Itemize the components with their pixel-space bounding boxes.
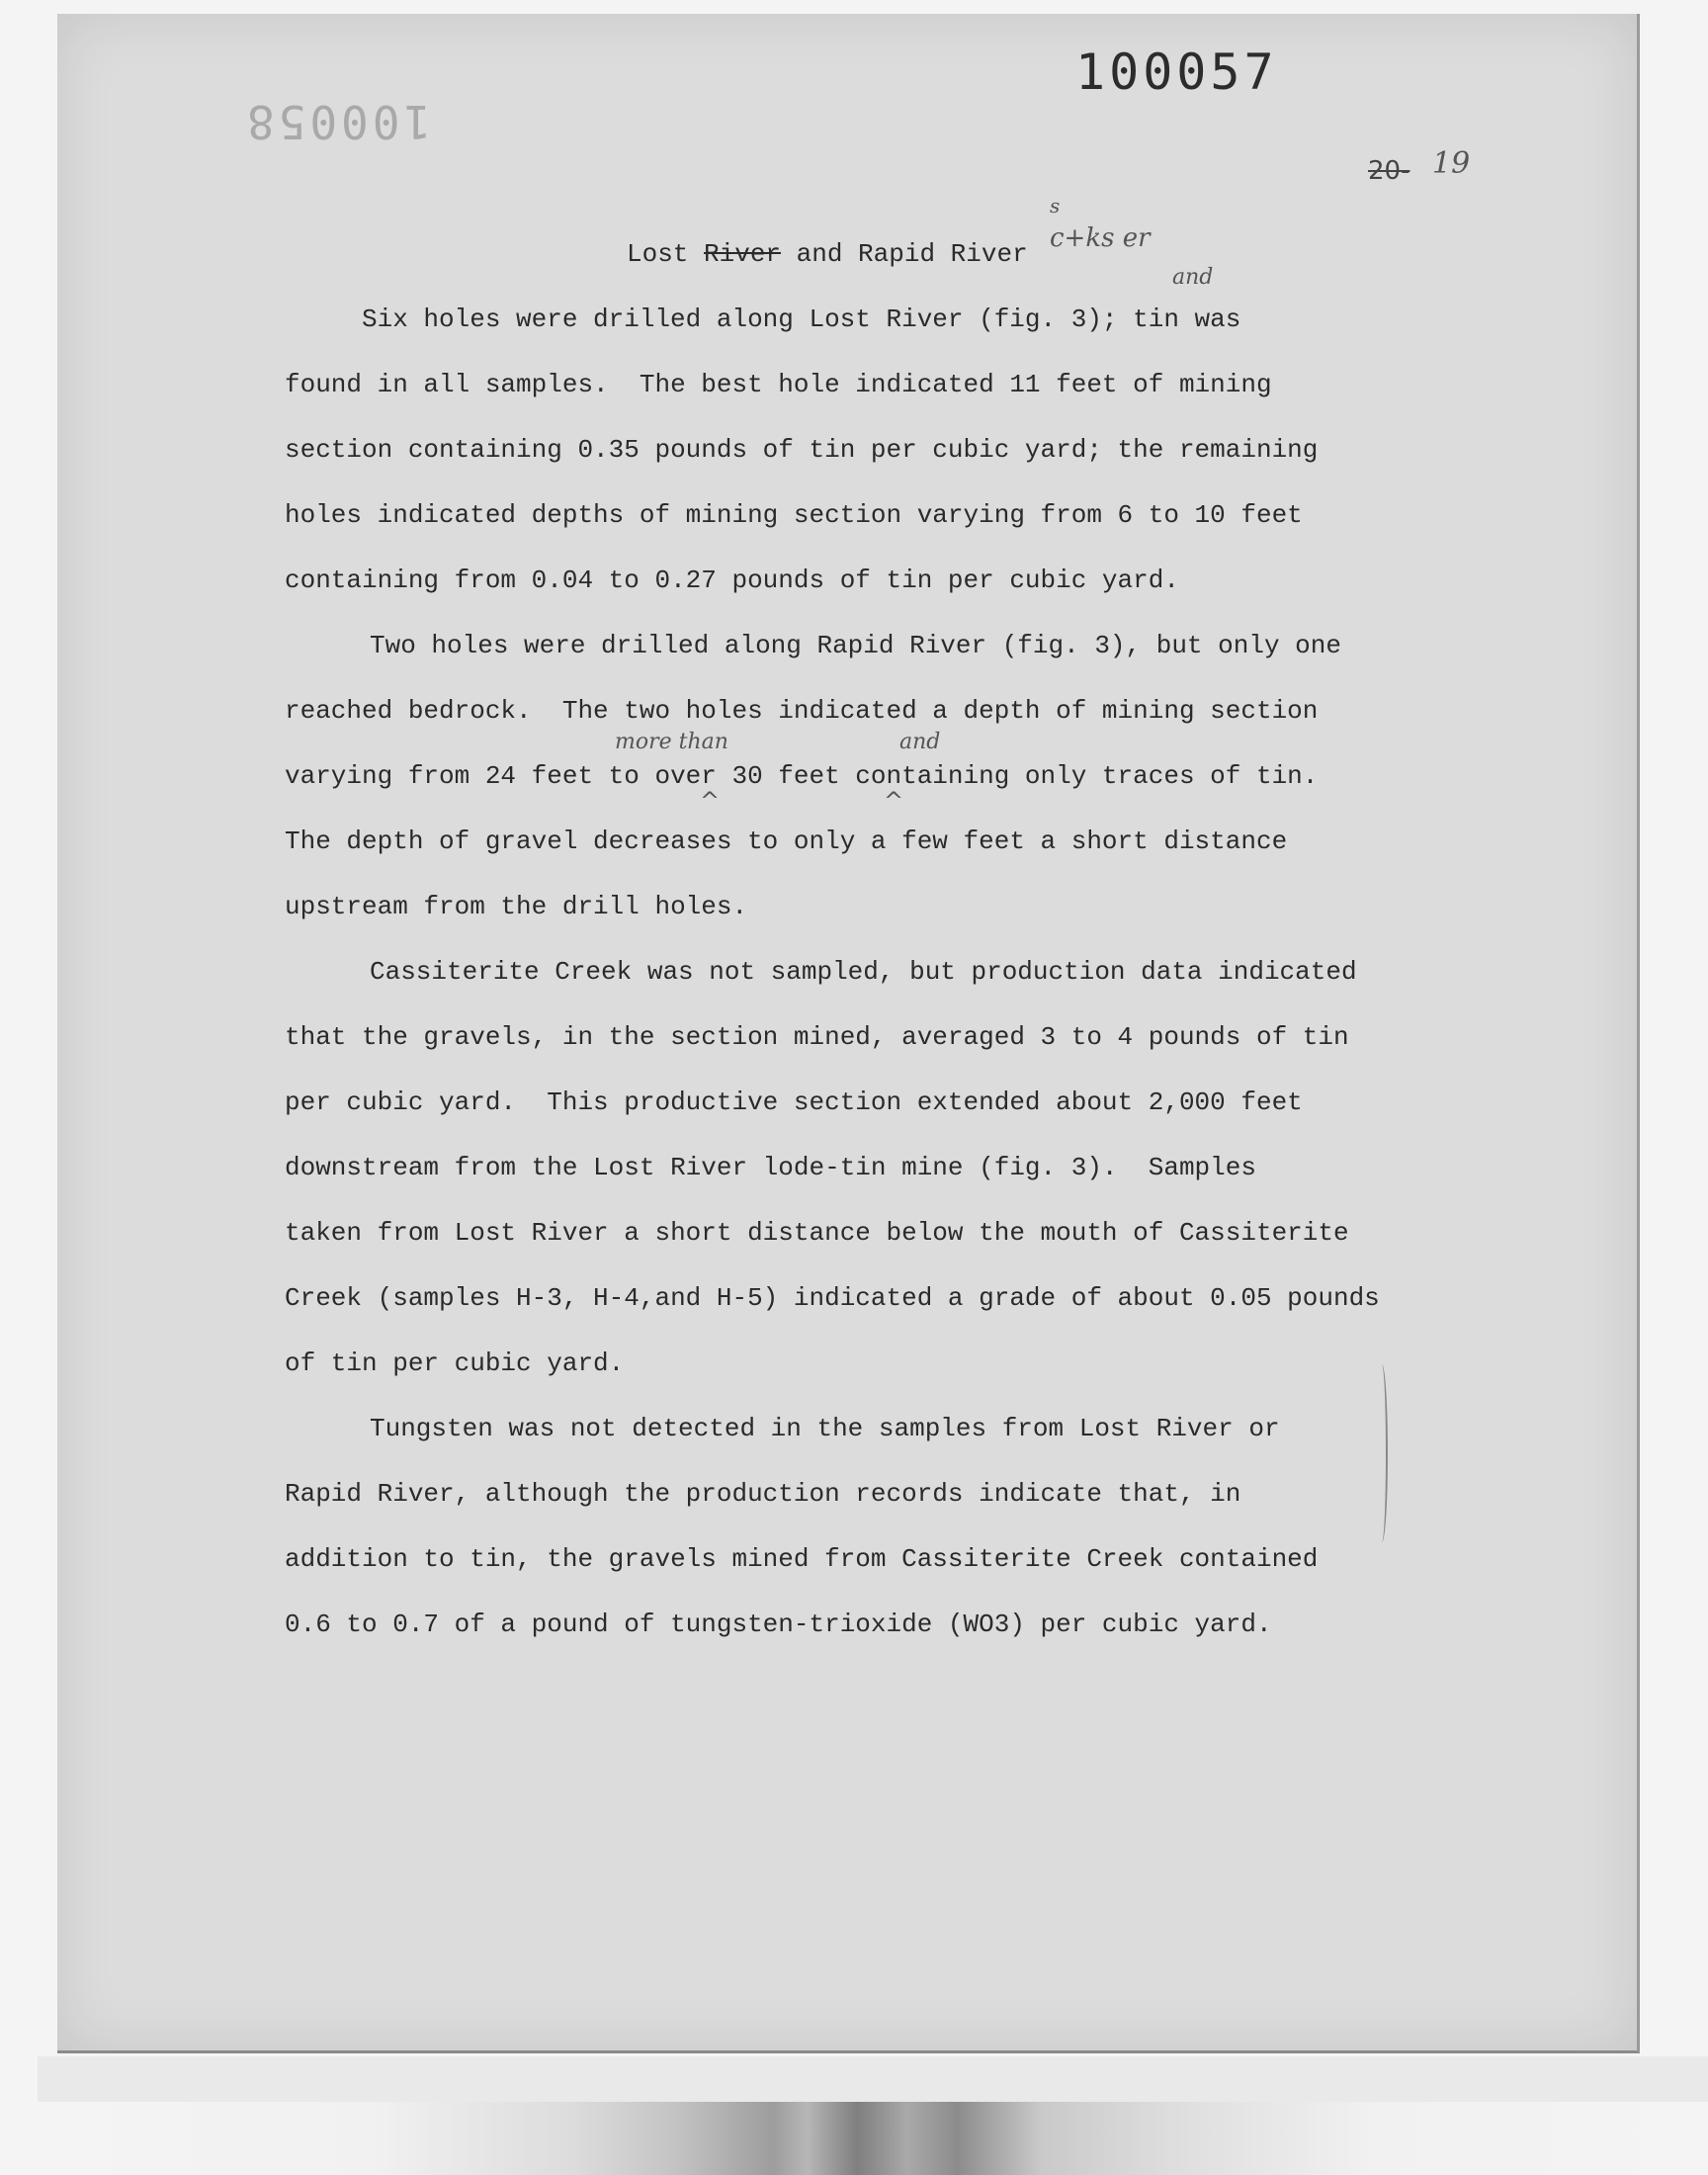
text-line-21: 0.6 to 0.7 of a pound of tungsten-trioxide (WO3) per cubic yard. (285, 1610, 1272, 1639)
handwritten-and-2: and (899, 730, 941, 754)
text-line-1: Six holes were drilled along Lost River (fig. 3); tin was (362, 304, 1241, 334)
text-line-13: per cubic yard. This productive section extended about 2,000 feet (285, 1088, 1303, 1117)
text-line-7: reached bedrock. The two holes indicated a depth of mining section (285, 696, 1319, 726)
heading-text-1: Lost (627, 239, 705, 269)
text-line-14: downstream from the Lost River lode-tin mine (fig. 3). Samples (285, 1153, 1256, 1182)
text-line-4: holes indicated depths of mining section varying from 6 to 10 feet (285, 500, 1303, 530)
text-line-19: Rapid River, although the production records indicate that, in (285, 1479, 1241, 1509)
text-line-10: upstream from the drill holes. (285, 892, 748, 921)
text-line-17: of tin per cubic yard. (285, 1348, 625, 1378)
text-line-6: Two holes were drilled along Rapid River (fig. 3), but only one (370, 631, 1341, 660)
handwritten-s: s (1050, 194, 1061, 218)
margin-correction-line (1376, 1364, 1388, 1542)
handwritten-heading-note: c+ks er (1050, 223, 1151, 253)
scan-margin (38, 2056, 1708, 2102)
text-line-11: Cassiterite Creek was not sampled, but production data indicated (370, 957, 1357, 987)
text-line-12: that the gravels, in the section mined, averaged 3 to 4 pounds of tin (285, 1022, 1349, 1052)
caret-mark-1: ^ (700, 787, 721, 815)
caret-mark-2: ^ (884, 787, 904, 815)
text-line-5: containing from 0.04 to 0.27 pounds of tin per cubic yard. (285, 566, 1179, 595)
text-line-9: The depth of gravel decreases to only a few feet a short distance (285, 826, 1288, 856)
heading-text-2: and Rapid River (781, 239, 1028, 269)
text-line-8: varying from 24 feet to over 30 feet containing only traces of tin. (285, 761, 1319, 791)
text-line-20: addition to tin, the gravels mined from Cassiterite Creek contained (285, 1544, 1319, 1574)
text-line-15: taken from Lost River a short distance below the mouth of Cassiterite (285, 1218, 1349, 1248)
document-number-stamp: 100057 (1075, 44, 1278, 101)
text-line-3: section containing 0.35 pounds of tin per cubic yard; the remaining (285, 435, 1319, 465)
handwritten-and-1: and (1172, 265, 1214, 290)
text-line-18: Tungsten was not detected in the samples from Lost River or (370, 1414, 1280, 1443)
text-line-2: found in all samples. The best hole indicated 11 feet of mining (285, 370, 1272, 399)
section-heading (627, 239, 1028, 269)
handwritten-more-than: more than (615, 730, 728, 754)
heading-struck-word: River (704, 239, 782, 269)
page-number-handwritten: 19 (1432, 146, 1471, 181)
page-number-struck: 20- (1368, 156, 1410, 186)
scan-artifact-streaks (40, 2102, 1708, 2175)
bleed-through-stamp: 100058 (243, 95, 432, 148)
text-line-16: Creek (samples H-3, H-4,and H-5) indicated a grade of about 0.05 pounds (285, 1283, 1380, 1313)
